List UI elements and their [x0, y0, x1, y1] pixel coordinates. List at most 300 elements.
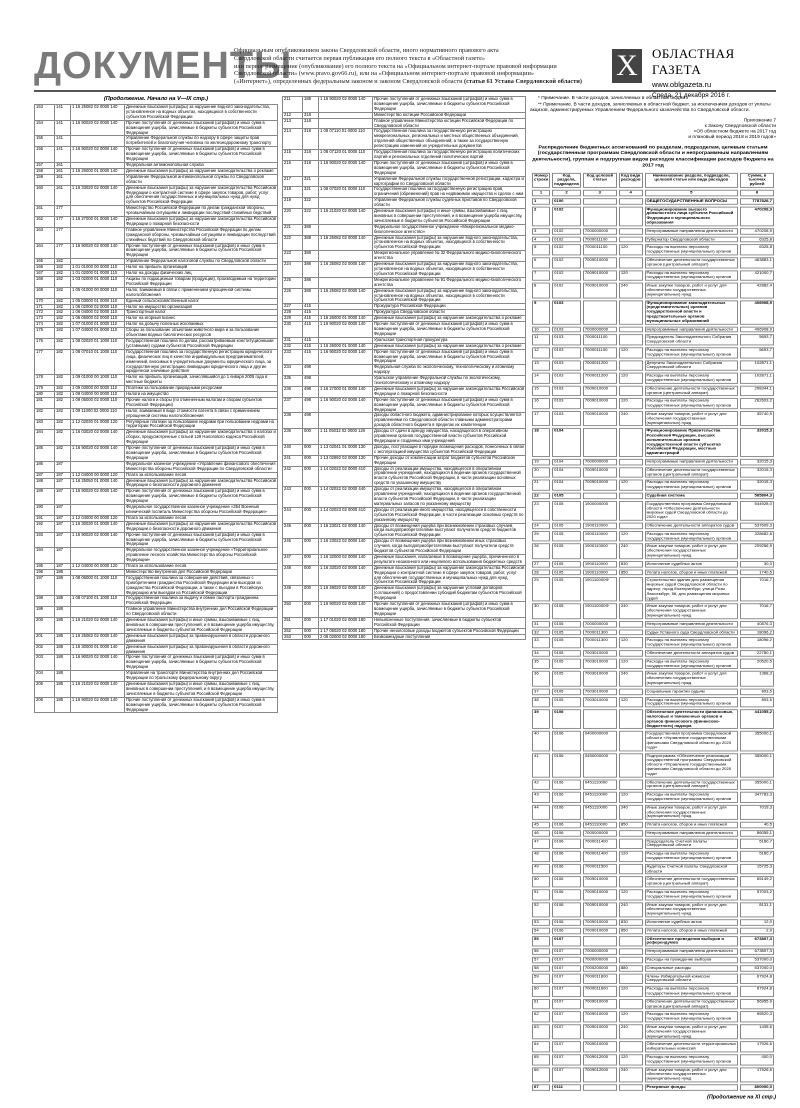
table-cell: Налог, взимаемый в связи с применением упрощенной системы налогообложения [125, 287, 278, 298]
table-cell: 1 16 90020 02 0000 140 [319, 160, 373, 176]
table-cell: 1740,5 [740, 569, 774, 575]
table-cell: 1 16 23022 02 0000 140 [319, 539, 373, 555]
table-row [283, 554, 526, 565]
table-cell: 7009010000 [583, 257, 617, 268]
table-cell: 120 [619, 270, 643, 281]
table-cell: Уплата налогов, сборов и иных платежей [645, 822, 738, 828]
table-cell: 1435,6 [740, 1024, 774, 1039]
table-cell: Денежные взыскания (штрафы) за нарушение водного законодательства, установленное на водных объектах, находящихся в собственности субъектов Российской Федерации [373, 262, 526, 278]
table-row [532, 999, 774, 1010]
table-cell: 0107 [552, 1042, 581, 1053]
th-type: Код вида расходов [619, 173, 643, 188]
table-cell: 1 07 04000 01 0000 110 [71, 328, 125, 339]
table-cell: 800000,0 [740, 1084, 774, 1090]
table-cell: Непрограммные направления деятельности [645, 326, 738, 332]
table-cell [583, 198, 617, 204]
table-cell: Обеспечение деятельности государственных органов (центральный аппарат) [645, 999, 738, 1010]
table-cell: 49 [532, 864, 550, 875]
table-cell: 187 [55, 489, 71, 505]
table-cell: Налог на имущество организаций [125, 304, 278, 310]
table-cell [319, 176, 373, 187]
table-header-row [532, 173, 774, 188]
table-row [35, 287, 278, 298]
appendix-line: «Об областном бюджете на 2017 год [693, 129, 776, 135]
table-cell: 880 [619, 965, 643, 971]
table-cell: 7003010000 [583, 658, 617, 669]
table-cell [619, 957, 643, 963]
table-cell: 141 [55, 120, 71, 136]
table-cell: 7000000000 [583, 621, 617, 627]
table-row [283, 251, 526, 262]
table-cell: 202 [35, 644, 55, 655]
table-cell [319, 198, 373, 209]
table-cell: 164 [35, 243, 55, 259]
table-cell: Денежные взыскания (штрафы) за правонарушения в области дорожного движения [125, 644, 278, 655]
table-cell: 0451110000 [583, 805, 617, 820]
table-cell: 1 16 25050 01 0000 140 [71, 478, 125, 489]
table-cell: Подпрограмма «Обеспечение реализации государственной программы Свердловской области «Управление государственными финансами Свердловской области до 2020 года» [645, 753, 738, 777]
table-cell: 7003010000 [583, 671, 617, 686]
table-cell: 000 [303, 565, 319, 586]
table-row [35, 328, 278, 339]
table-row [532, 731, 774, 751]
table-cell: 199 [35, 607, 55, 618]
th-number: Номер строки [532, 173, 550, 188]
table-cell: 355000,1 [740, 753, 774, 777]
table-cell: Государственная пошлина за совершение действий, связанных с приобретением гражданства Российской Федерации или выходом из гражданства Российской Федерации, а также с въездом в Российскую Федерацию или выездом из Российской Федерации [125, 575, 278, 596]
table-cell: 0105 [552, 658, 581, 669]
table-cell: 0103 [552, 385, 581, 396]
table-cell: 7009010000 [583, 398, 617, 409]
table-cell: 182 [55, 265, 71, 271]
table-cell: 247 [283, 554, 303, 565]
table-cell: 182 [55, 338, 71, 349]
table-cell: 37 [532, 688, 550, 694]
th-name: Наименование раздела, подраздела, целевой статьи или вида расходов [645, 173, 738, 188]
table-cell: 161 [55, 185, 71, 206]
table-row [532, 373, 774, 384]
table-cell: 240 [619, 1024, 643, 1039]
table-cell: Исполнение судебных актов [645, 919, 738, 925]
table-cell: 240 [619, 805, 643, 820]
table-cell: 298344,1 [740, 385, 774, 396]
table-cell: 318 [303, 118, 319, 129]
appendix-heading [530, 119, 776, 142]
table-cell: Денежные взыскания (штрафы) за нарушение законодательства о налогах и сборах, предусмотренные статьей 129 Налогового кодекса Российской Федерации [126, 429, 276, 445]
table-row [283, 349, 526, 365]
table-cell: 16 [532, 398, 550, 409]
table-cell: Денежные взыскания (штрафы) за нарушение водного законодательства, установленное на водных объектах, находящихся в собственности субъектов Российской Федерации [373, 288, 526, 304]
intro-line: Свердловской области» (www.pravo.gov66.ru), или на «Официальном интернет-портале правовой информации» [234, 70, 535, 78]
table-cell: 673807,3 [740, 949, 774, 955]
table-cell [619, 877, 643, 888]
table-cell: Управление Федеральной службы по надзору в сфере защиты прав потребителей и благополучия человека по железнодорожному транспорту [125, 136, 278, 147]
table-cell: Расходы на выплаты персоналу государственных (муниципальных) органов [645, 851, 738, 862]
table-cell: 177 [55, 206, 71, 217]
table-cell: 7009010000 [583, 902, 617, 917]
table-row [532, 889, 774, 900]
table-row [283, 150, 526, 161]
table-row [35, 136, 278, 147]
table-cell: 5693,7 [740, 334, 774, 345]
table-cell: 1 13 02041 01 0000 130 [319, 444, 373, 455]
table-cell [583, 709, 617, 729]
th-num-3: 3 [583, 190, 617, 196]
table-cell: 000 [303, 617, 319, 628]
table-cell: 7016,7 [740, 577, 774, 601]
table-cell: 214 [283, 129, 303, 150]
table-cell: 0104 [552, 480, 581, 491]
table-cell: Управление Федеральной службы государственной регистрации, кадастра и картографии по Свердловской области [374, 176, 524, 186]
table-cell: 57003,2 [740, 889, 774, 900]
table-cell: 188 [55, 607, 71, 618]
table-cell [619, 973, 643, 984]
table-row [532, 347, 774, 358]
table-row [35, 607, 278, 618]
table-cell [319, 277, 373, 288]
table-cell: 000 [303, 523, 319, 539]
table-cell: 0107 [552, 1024, 581, 1039]
table-cell: 187 [55, 472, 71, 478]
table-cell: Федеральная антимонопольная служба [125, 162, 278, 168]
table-cell: 182 [55, 298, 71, 304]
table-cell: 188 [303, 97, 319, 113]
table-row [35, 277, 278, 288]
table-cell: 7003010000 [583, 697, 617, 708]
table-cell: Прочие поступления от денежных взысканий (штрафов) и иных сумм в возмещение ущерба, зачисляемые в бюджеты субъектов Российской Федерации [373, 349, 526, 365]
table-cell: 182 [55, 259, 71, 265]
table-cell: 7019,3 [740, 805, 774, 820]
table-cell: 544928,0 [740, 501, 774, 521]
table-cell: 415 [303, 316, 319, 322]
table-cell: 7000000000 [583, 459, 617, 465]
table-cell: 168 [35, 277, 55, 288]
table-cell: 178 [35, 375, 55, 386]
table-cell: 12 [532, 347, 550, 358]
table-cell: 0106 [552, 851, 581, 862]
table-cell: Функционирование высшего должностного лица субъекта Российской Федерации и муниципального образования [645, 206, 738, 226]
table-cell: 1 14 02023 02 0000 410 [319, 507, 373, 523]
table-cell: Обеспечение деятельности государственных органов (центральный аппарат) [645, 877, 738, 888]
table-cell: Иные закупки товаров, работ и услуг для обеспечения государственных (муниципальных) нужд [645, 411, 738, 426]
table-cell: 0103 [552, 326, 581, 332]
table-cell: 1 09 01000 00 1000 110 [71, 375, 125, 386]
table-row [532, 236, 774, 242]
table-cell: Аудиторы Счетной палаты Свердловской области [645, 864, 738, 875]
table-cell: 187 [55, 532, 71, 548]
table-cell: 182 [55, 277, 71, 288]
table-row [35, 185, 278, 206]
table-cell: Регулярные платежи за пользование недрами при пользовании недрами на территории Российской Федерации [125, 419, 278, 430]
table-row [35, 575, 278, 596]
table-cell: 189 [35, 489, 55, 505]
table-cell: 251 [283, 617, 303, 628]
table-cell: Иные закупки товаров, работ и услуг для обеспечения государственных (муниципальных) нужд [645, 805, 738, 820]
table-cell: 318 [303, 112, 319, 118]
table-cell: 120 [619, 531, 643, 542]
table-cell: 141 [55, 136, 71, 147]
table-cell: Обеспечение деятельности государственных органов (центральный аппарат) [645, 467, 738, 478]
table-cell [619, 999, 643, 1010]
table-cell: 1 09 06000 02 0000 110 [71, 397, 125, 408]
table-cell: 187 [55, 564, 71, 570]
table-cell: 32015,3 [740, 459, 774, 465]
table-cell: 1 13 02992 02 0000 130 [319, 455, 373, 466]
table-cell: 188 [55, 681, 71, 697]
table-row [35, 655, 278, 671]
table-cell: Функционирование Правительства Российской Федерации, высших исполнительных органов государственной власти субъектов Российской Федерации, местных администраций [645, 428, 738, 457]
table-cell [319, 413, 373, 429]
table-row [35, 419, 278, 430]
paper-url[interactable]: www.oblgazeta.ru [652, 80, 712, 89]
table-cell: 1 06 02000 02 0000 110 [71, 304, 125, 310]
table-cell: 56 [532, 949, 550, 955]
table-row [35, 120, 278, 136]
table-cell: 7009010000 [583, 283, 617, 298]
table-cell: 1 03 02000 01 0000 110 [71, 277, 125, 288]
table-row [532, 577, 774, 601]
table-cell: 7009010000 [583, 999, 617, 1010]
table-cell: 537000,0 [740, 965, 774, 971]
table-cell: 212 [283, 112, 303, 118]
table-cell: 14 [532, 373, 550, 384]
table-cell: Прочие неналоговые доходы бюджетов субъектов Российской Федерации [373, 628, 526, 634]
table-cell: 0105 [552, 671, 581, 686]
table-cell [619, 228, 643, 234]
table-cell: 0102 [552, 228, 581, 234]
table-cell: 223 [283, 251, 303, 262]
table-cell: Прочие поступления от денежных взысканий (штрафов) и иных сумм в возмещение ущерба, зачисляемые в бюджеты субъектов Российской Федерации [373, 160, 526, 176]
table-cell: 13 [532, 360, 550, 371]
table-cell [619, 1084, 643, 1090]
table-cell: 120 [619, 480, 643, 491]
table-row [35, 397, 278, 408]
table-cell: 1 09 04000 00 0000 110 [71, 392, 125, 398]
table-cell: 5180,7 [740, 838, 774, 849]
table-cell: 165 [35, 259, 55, 265]
paper-logo-icon: X [612, 49, 642, 83]
table-row [35, 633, 278, 644]
table-cell: 67 [532, 1084, 550, 1090]
table-cell: Расходы на выплаты персоналу государственных (муниципальных) органов [645, 697, 738, 708]
budget-table [530, 171, 776, 1093]
table-cell [619, 779, 643, 790]
table-cell: 0100 [552, 198, 581, 204]
table-cell: 1 16 90020 02 0000 140 [71, 489, 125, 505]
table-row [532, 270, 774, 281]
table-cell: 1900110000 [583, 561, 617, 567]
table-cell [619, 864, 643, 875]
table-row [283, 617, 526, 628]
table-cell: 173 [35, 316, 55, 322]
table-cell: 000 [303, 554, 319, 565]
table-cell: 0105 [552, 621, 581, 627]
table-cell: 7003010000 [583, 688, 617, 694]
table-cell: 187 [55, 515, 71, 521]
table-cell: Резервные фонды [645, 1084, 738, 1090]
table-cell: 205 [35, 681, 55, 697]
table-cell: 850 [619, 928, 643, 934]
table-cell [619, 385, 643, 396]
table-cell: 21 [532, 480, 550, 491]
table-cell: Плата за использование лесов [125, 515, 278, 521]
table-cell: 1368,3 [740, 671, 774, 686]
table-cell: 421000,7 [740, 270, 774, 281]
table-cell: 120 [619, 398, 643, 409]
table-cell: 355000,1 [740, 779, 774, 790]
table-cell: 1 16 30000 01 0000 140 [71, 644, 125, 655]
table-row [283, 444, 526, 455]
table-cell: 1 08 07120 01 0000 110 [319, 150, 373, 161]
table-row [532, 300, 774, 324]
table-row [283, 224, 526, 235]
table-cell: Расходы на проведение выборов [645, 957, 738, 963]
table-cell: 174 [35, 322, 55, 328]
table-cell: 39 [532, 709, 550, 729]
table-cell: Прокуратура Российской Федерации [373, 304, 526, 310]
table-cell [619, 709, 643, 729]
table-cell: Денежные взыскания (штрафы) за нарушение водного законодательства, установленное на водных объектах, находящихся в собственности субъектов Российской Федерации [125, 105, 278, 121]
table-cell: 32 [532, 629, 550, 635]
table-cell [619, 198, 643, 204]
table-cell: 40 [532, 731, 550, 751]
table-cell: Уплата налогов, сборов и иных платежей [645, 928, 738, 934]
table-cell: 1900110000 [583, 531, 617, 542]
table-cell: 000 [303, 455, 319, 466]
table-cell [619, 257, 643, 268]
table-cell: 0103 [552, 347, 581, 358]
table-row [532, 1024, 774, 1039]
table-cell: 62 [532, 1012, 550, 1023]
table-cell: 47 [532, 838, 550, 849]
table-cell: 0107 [552, 936, 581, 947]
table-row [35, 618, 278, 634]
table-cell [619, 936, 643, 947]
table-cell: 237 [283, 397, 303, 413]
table-cell: 1 16 49020 02 0000 140 [319, 586, 373, 602]
table-cell: 172 [35, 310, 55, 316]
table-cell: 182 [55, 397, 71, 408]
table-cell: 0105 [552, 531, 581, 542]
table-row [283, 322, 526, 338]
table-cell: 120 [619, 658, 643, 669]
table-row [532, 1012, 774, 1023]
table-row [532, 326, 774, 332]
table-cell: 5 [532, 245, 550, 256]
table-cell: 153 [35, 105, 55, 121]
table-cell: 182 [55, 392, 71, 398]
table-row [532, 864, 774, 875]
table-cell: Иные закупки товаров, работ и услуг для обеспечения государственных (муниципальных) нужд [645, 544, 738, 559]
table-cell: 240 [619, 1067, 643, 1082]
table-cell: Расходы на выплаты персоналу государственных (муниципальных) органов [645, 398, 738, 409]
table-row [35, 446, 278, 462]
table-cell: Министерство юстиции Российской Федерации [373, 112, 526, 118]
table-cell: 0106 [552, 919, 581, 925]
table-cell: 239 [283, 429, 303, 445]
table-cell: 7009010000 [583, 919, 617, 925]
table-row [283, 507, 526, 523]
table-cell: 0103 [552, 411, 581, 426]
column-1 [34, 96, 278, 713]
table-cell [619, 731, 643, 751]
table-cell: 000 [303, 466, 319, 487]
table-cell: Исполнение судебных актов [645, 561, 738, 567]
table-cell: 17926,6 [740, 1042, 774, 1053]
table-cell: 236 [283, 386, 303, 397]
table-row [532, 206, 774, 226]
table-row [283, 365, 526, 376]
table-cell: 0106 [552, 792, 581, 803]
table-cell: 213 [283, 118, 303, 129]
table-cell: 161 [35, 206, 55, 217]
table-cell: 1 16 26000 01 0000 140 [71, 168, 125, 174]
table-cell: 850 [619, 569, 643, 575]
table-cell: 191 [35, 515, 55, 521]
table-cell: Управление Федеральной службы судебных приставов по Свердловской области [373, 198, 526, 209]
table-cell [583, 428, 617, 457]
table-cell: 7000011200 [583, 360, 617, 371]
table-cell: 1 16 90020 02 0000 140 [319, 397, 373, 413]
table-cell: 190110000Ф [583, 604, 617, 619]
table-cell [619, 753, 643, 777]
appendix-line: и плановый период 2018 и 2019 годов» [688, 135, 776, 141]
table-cell: 226 [283, 288, 303, 304]
table-cell: Единый сельскохозяйственный налог [125, 298, 278, 304]
table-cell: 182 [55, 408, 71, 419]
th-num-1: 1 [532, 190, 550, 196]
table-cell [619, 326, 643, 332]
table-cell: 187 [55, 548, 71, 564]
table-cell: 250 [283, 602, 303, 618]
notes [530, 96, 776, 114]
table-cell: Денежные взыскания (штрафы) за нарушение законодательства Российской Федерации о контрактной системе в сфере закупок товаров, работ, услуг для обеспечения государственных и муниципальных нужд для нужд субъектов Российской Федерации [374, 565, 525, 585]
table-row [532, 531, 774, 542]
table-cell: Расходы на выплаты персоналу государственных (муниципальных) органов [645, 1054, 738, 1065]
table-header-nums [532, 190, 774, 196]
table-cell: Расходы на выплаты персоналу государственных (муниципальных) органов [645, 373, 738, 384]
table-cell: 0106 [552, 838, 581, 849]
table-cell: 32015,3 [740, 467, 774, 478]
table-cell: 120 [619, 245, 643, 256]
table-cell: 55 [532, 936, 550, 947]
table-cell: 66 [532, 1067, 550, 1082]
table-row [283, 455, 526, 466]
table-cell: 2,9 [740, 928, 774, 934]
table-cell: 1 11 05032 02 0000 120 [319, 429, 373, 445]
table-cell: 7000011100 [583, 334, 617, 345]
table-cell: 1 07 01000 01 0000 110 [71, 322, 125, 328]
table-cell: 203 [35, 655, 55, 671]
table-cell: 1 08 06000 01 1000 110 [71, 575, 125, 596]
table-cell: Прочие поступления от денежных взысканий (штрафов) и иных сумм в возмещение ущерба, зачисляемые в бюджеты субъектов Российской Федерации [373, 322, 526, 338]
table-cell: Обеспечение деятельности аппаратов судов [645, 650, 738, 656]
table-row [283, 397, 526, 413]
table-cell: 120 [619, 1054, 643, 1065]
table-cell: 1900110000 [583, 523, 617, 529]
table-cell: Социальные гарантии судьям [645, 688, 738, 694]
table-cell: Денежные взыскания, налагаемые в возмещение ущерба, причиненного в результате незаконного или нецелевого использования бюджетных средств [373, 554, 526, 565]
table-cell: 1 16 21020 02 0000 140 [71, 618, 125, 634]
table-cell: Плата за использование лесов [125, 472, 278, 478]
table-cell: 182 [55, 349, 71, 375]
table-cell: 42 [532, 779, 550, 790]
table-cell: 60 [532, 986, 550, 997]
table-cell: Председатель Законодательного Собрания Свердловской области [645, 334, 738, 345]
table-cell: 120 [619, 637, 643, 648]
table-row [532, 569, 774, 575]
table-cell: 0107 [552, 973, 581, 984]
